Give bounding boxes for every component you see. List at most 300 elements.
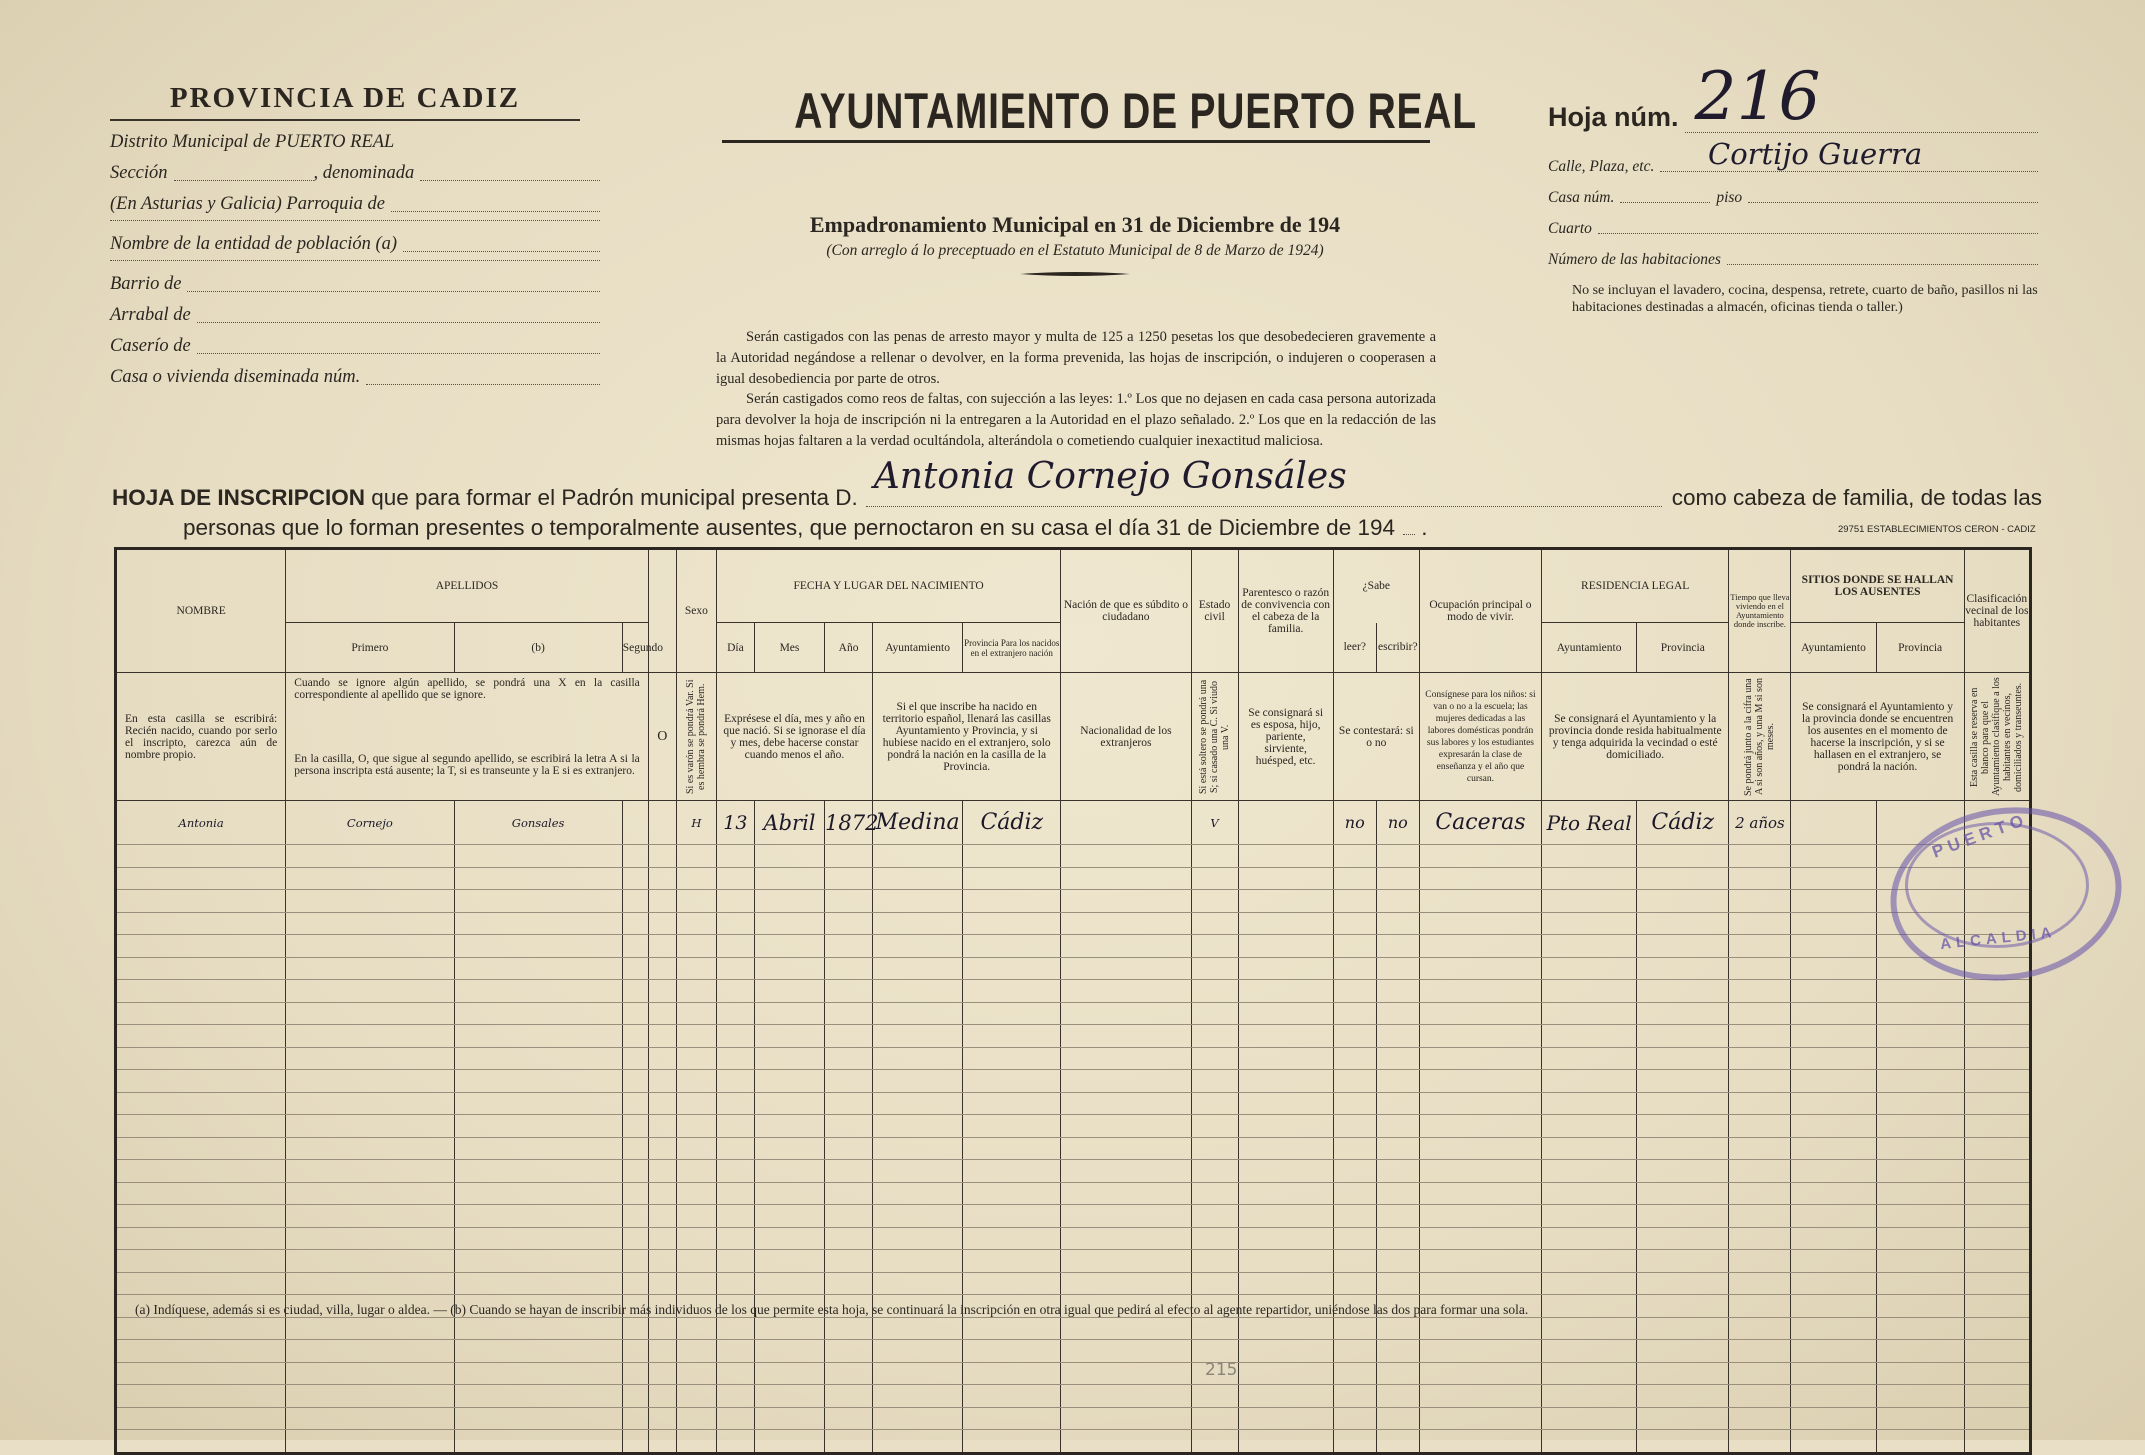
table-cell <box>1061 980 1191 1003</box>
table-cell <box>716 1047 754 1070</box>
table-cell <box>622 1115 648 1138</box>
table-row <box>116 1182 2031 1205</box>
table-cell <box>1238 980 1333 1003</box>
col-nombre: NOMBRE <box>116 549 286 673</box>
table-cell <box>116 957 286 980</box>
stamp-text-top: PUERTO <box>1929 809 2031 862</box>
table-cell <box>825 912 873 935</box>
table-cell <box>1542 980 1637 1003</box>
table-cell <box>825 1340 873 1363</box>
table-cell <box>1061 1340 1191 1363</box>
penalty-paragraph-1: Serán castigados con las penas de arresto mayor y multa de 125 a 1250 pesetas los que desobedecieren gravemente a la Autoridad negándose a rellenar o devolver, en la forma prevenida, las hojas de inscripción, o indujeren o cooperasen a igual desobediencia por parte de otros. <box>716 329 1436 387</box>
instr-parentesco: Se consignará si es esposa, hijo, pariente, sirviente, huésped, etc. <box>1238 673 1333 801</box>
table-cell <box>454 867 622 890</box>
table-cell <box>454 1227 622 1250</box>
table-cell <box>963 867 1061 890</box>
table-cell <box>1964 1047 2030 1070</box>
table-cell <box>1791 1385 1876 1408</box>
table-cell <box>1376 1362 1419 1385</box>
entidad-label: Nombre de la entidad de población (a) <box>110 234 398 254</box>
table-cell <box>454 1002 622 1025</box>
table-cell <box>1791 1340 1876 1363</box>
table-cell <box>716 1092 754 1115</box>
table-cell <box>825 845 873 868</box>
table-cell <box>873 1137 963 1160</box>
table-cell <box>963 1340 1061 1363</box>
table-cell <box>1419 1182 1541 1205</box>
table-cell <box>286 1362 454 1385</box>
table-cell <box>873 1430 963 1454</box>
table-cell <box>1238 1137 1333 1160</box>
table-cell <box>1876 1430 1964 1454</box>
table-cell <box>1061 957 1191 980</box>
instr-o-col: O <box>648 673 676 801</box>
table-cell <box>622 1070 648 1093</box>
table-cell <box>716 1317 754 1340</box>
table-cell <box>622 1362 648 1385</box>
table-cell <box>1637 1385 1729 1408</box>
table-cell <box>1191 1272 1238 1295</box>
table-cell <box>754 935 824 958</box>
col-provincia: Provincia Para los nacidos en el extranjero nación <box>963 623 1061 673</box>
table-cell <box>1061 1160 1191 1183</box>
table-cell <box>1419 867 1541 890</box>
table-cell <box>873 1227 963 1250</box>
table-cell <box>1061 1407 1191 1430</box>
table-cell <box>1333 1115 1376 1138</box>
table-cell <box>1333 1407 1376 1430</box>
table-cell <box>1729 957 1791 980</box>
table-cell <box>1376 1205 1419 1228</box>
table-cell <box>1729 1182 1791 1205</box>
arrabal-label: Arrabal de <box>110 305 191 325</box>
table-cell <box>716 1362 754 1385</box>
table-cell <box>648 1092 676 1115</box>
table-cell <box>963 1025 1061 1048</box>
col-clasificacion: Clasificación vecinal de los habitantes <box>1964 549 2030 673</box>
table-cell <box>873 1317 963 1340</box>
table-cell <box>1238 1092 1333 1115</box>
table-cell <box>1061 1205 1191 1228</box>
table-cell <box>825 1362 873 1385</box>
table-cell <box>1791 1002 1876 1025</box>
table-cell <box>1876 1115 1964 1138</box>
table-cell <box>1419 1002 1541 1025</box>
table-cell <box>754 912 824 935</box>
table-cell <box>286 1205 454 1228</box>
table-cell <box>1376 1250 1419 1273</box>
table-cell <box>454 1385 622 1408</box>
table-cell <box>116 1272 286 1295</box>
table-cell <box>963 1047 1061 1070</box>
table-cell <box>1191 1340 1238 1363</box>
table-cell <box>873 1115 963 1138</box>
table-cell <box>1333 1092 1376 1115</box>
table-cell <box>454 1047 622 1070</box>
table-cell <box>754 957 824 980</box>
table-cell <box>1637 912 1729 935</box>
table-cell <box>716 980 754 1003</box>
table-row <box>116 867 2031 890</box>
table-cell <box>1964 1362 2030 1385</box>
table-cell <box>1791 1025 1876 1048</box>
table-cell <box>1876 1272 1964 1295</box>
instr-apellidos: Cuando se ignore algún apellido, se pondrá una X en la casilla correspondiente al apellido que se ignore. <box>294 677 640 701</box>
table-row <box>116 1205 2031 1228</box>
col-ano: Año <box>825 623 873 673</box>
table-cell <box>1729 1137 1791 1160</box>
table-cell <box>1876 1340 1964 1363</box>
table-cell <box>648 912 676 935</box>
table-cell <box>286 912 454 935</box>
table-cell <box>1542 912 1637 935</box>
table-cell <box>116 1115 286 1138</box>
table-cell <box>1729 980 1791 1003</box>
table-cell <box>1964 1137 2030 1160</box>
table-cell <box>1376 1092 1419 1115</box>
row1-estado: V <box>1191 801 1238 845</box>
table-cell <box>825 957 873 980</box>
table-cell <box>1238 1407 1333 1430</box>
row1-ano: 1872 <box>825 801 873 845</box>
table-cell <box>1376 845 1419 868</box>
table-cell <box>716 1205 754 1228</box>
table-cell <box>963 1092 1061 1115</box>
table-cell <box>825 1160 873 1183</box>
table-cell <box>963 1205 1061 1228</box>
table-cell <box>1238 1025 1333 1048</box>
col-res-ayuntamiento: Ayuntamiento <box>1542 623 1637 673</box>
table-cell <box>754 1137 824 1160</box>
table-cell <box>1637 980 1729 1003</box>
table-row <box>116 912 2031 935</box>
table-cell <box>1791 1047 1876 1070</box>
table-cell <box>1876 1385 1964 1408</box>
table-cell <box>825 1092 873 1115</box>
table-cell <box>1061 1070 1191 1093</box>
row1-nombre: Antonia <box>116 801 286 845</box>
table-cell <box>1238 867 1333 890</box>
table-cell <box>963 1137 1061 1160</box>
table-cell <box>1238 1160 1333 1183</box>
table-cell <box>1637 1430 1729 1454</box>
table-cell <box>648 1002 676 1025</box>
table-cell <box>1419 935 1541 958</box>
table-cell <box>1238 1317 1333 1340</box>
table-cell <box>1791 1070 1876 1093</box>
col-escribir: escribir? <box>1376 623 1419 673</box>
table-cell <box>873 957 963 980</box>
col-parentesco: Parentesco o razón de convivencia con el cabeza de la familia. <box>1238 549 1333 673</box>
table-cell <box>1729 1430 1791 1454</box>
table-cell <box>676 1025 716 1048</box>
table-cell <box>286 935 454 958</box>
row1-tiempo: 2 años <box>1729 801 1791 845</box>
table-cell <box>648 1205 676 1228</box>
table-cell <box>1238 1340 1333 1363</box>
table-cell <box>1238 1430 1333 1454</box>
table-cell <box>286 1002 454 1025</box>
table-cell <box>963 912 1061 935</box>
table-cell <box>1376 1025 1419 1048</box>
table-cell <box>963 1385 1061 1408</box>
table-row <box>116 1272 2031 1295</box>
table-cell <box>716 1340 754 1363</box>
table-cell <box>286 1340 454 1363</box>
table-cell <box>754 890 824 913</box>
table-cell <box>963 935 1061 958</box>
table-cell <box>1729 845 1791 868</box>
table-cell <box>873 890 963 913</box>
habitaciones-label: Número de las habitaciones <box>1548 251 1721 268</box>
table-cell <box>1791 912 1876 935</box>
table-cell <box>286 1227 454 1250</box>
table-cell <box>1542 1272 1637 1295</box>
table-cell <box>648 1025 676 1048</box>
table-cell <box>676 1137 716 1160</box>
table-cell <box>1333 890 1376 913</box>
table-row <box>116 890 2031 913</box>
table-cell <box>1376 1430 1419 1454</box>
table-cell <box>1061 1025 1191 1048</box>
table-cell <box>648 1182 676 1205</box>
table-cell <box>1964 1070 2030 1093</box>
table-cell <box>622 1227 648 1250</box>
table-cell <box>676 935 716 958</box>
table-cell <box>873 1047 963 1070</box>
col-b: (b) <box>454 623 622 673</box>
table-row <box>116 957 2031 980</box>
table-cell <box>676 1227 716 1250</box>
table-cell <box>116 867 286 890</box>
row1-primero: Cornejo <box>286 801 454 845</box>
table-cell <box>648 890 676 913</box>
table-cell <box>1191 1250 1238 1273</box>
table-cell <box>1542 1002 1637 1025</box>
table-cell <box>1191 1115 1238 1138</box>
table-cell <box>1542 1047 1637 1070</box>
table-cell <box>716 1002 754 1025</box>
table-cell <box>754 1002 824 1025</box>
table-cell <box>716 1407 754 1430</box>
table-cell <box>1061 1430 1191 1454</box>
table-cell <box>676 1092 716 1115</box>
table-cell <box>1729 1047 1791 1070</box>
table-cell <box>1542 1115 1637 1138</box>
table-cell <box>825 1407 873 1430</box>
table-cell <box>1333 980 1376 1003</box>
table-cell <box>1729 1205 1791 1228</box>
table-cell <box>1791 957 1876 980</box>
ornament-divider <box>1020 270 1130 278</box>
table-cell <box>1376 1047 1419 1070</box>
table-cell <box>825 1272 873 1295</box>
table-cell <box>873 1025 963 1048</box>
table-cell <box>754 1250 824 1273</box>
table-cell <box>1419 1025 1541 1048</box>
instr-estado: Si está soltero se pondrá una S; si casado una C. Si viudo una V. <box>1198 679 1232 794</box>
table-cell <box>1791 867 1876 890</box>
instr-clasificacion: Esta casilla se reserva en blanco para que el Ayuntamiento clasifique a los habitantes en vecinos, domiciliados y transeuntes. <box>1969 677 2025 796</box>
table-cell <box>716 890 754 913</box>
table-cell <box>676 867 716 890</box>
table-cell <box>1729 1272 1791 1295</box>
table-cell <box>1191 1002 1238 1025</box>
table-cell <box>873 1002 963 1025</box>
table-cell <box>825 935 873 958</box>
table-cell <box>1238 1250 1333 1273</box>
table-cell <box>1729 1115 1791 1138</box>
table-cell <box>1637 1317 1729 1340</box>
table-cell <box>825 1317 873 1340</box>
table-cell <box>286 1250 454 1273</box>
table-cell <box>648 1317 676 1340</box>
table-cell <box>1791 1430 1876 1454</box>
instr-sabe: Se contestará: si o no <box>1333 673 1419 801</box>
table-cell <box>1729 1250 1791 1273</box>
table-cell <box>1876 1205 1964 1228</box>
table-cell <box>754 1362 824 1385</box>
table-cell <box>1061 1092 1191 1115</box>
table-cell <box>825 1205 873 1228</box>
table-cell <box>1419 912 1541 935</box>
instr-nacion: Nacionalidad de los extranjeros <box>1061 673 1191 801</box>
table-row <box>116 1250 2031 1273</box>
table-cell <box>1637 1250 1729 1273</box>
table-cell <box>116 1137 286 1160</box>
table-cell <box>454 912 622 935</box>
table-cell <box>1061 890 1191 913</box>
table-cell <box>1333 1205 1376 1228</box>
table-cell <box>622 1092 648 1115</box>
table-cell <box>754 1317 824 1340</box>
table-cell <box>1637 845 1729 868</box>
table-cell <box>676 980 716 1003</box>
table-cell <box>1964 1182 2030 1205</box>
table-cell <box>1191 1070 1238 1093</box>
table-cell <box>1333 1340 1376 1363</box>
pencil-annotation: 215 <box>1205 1360 1238 1380</box>
table-row <box>116 1115 2031 1138</box>
table-cell <box>286 845 454 868</box>
table-cell <box>825 1227 873 1250</box>
table-cell <box>1637 1047 1729 1070</box>
table-cell <box>1542 1182 1637 1205</box>
table-cell <box>754 1205 824 1228</box>
province-heading: PROVINCIA DE CADIZ <box>110 82 580 121</box>
table-cell <box>1791 1160 1876 1183</box>
table-cell <box>1419 890 1541 913</box>
table-cell <box>1333 1362 1376 1385</box>
table-cell <box>963 1250 1061 1273</box>
ayuntamiento-title: AYUNTAMIENTO DE PUERTO REAL <box>794 83 1477 139</box>
title-rule <box>722 140 1430 143</box>
table-cell <box>116 1385 286 1408</box>
table-cell <box>1333 1137 1376 1160</box>
table-cell <box>676 890 716 913</box>
table-row <box>116 1092 2031 1115</box>
table-cell <box>1333 1025 1376 1048</box>
col-estado-civil: Estado civil <box>1191 549 1238 673</box>
row1-res-ayuntamiento: Pto Real <box>1542 801 1637 845</box>
row1-ayuntamiento: Medina <box>873 801 963 845</box>
table-cell <box>676 1430 716 1454</box>
table-cell <box>1637 1340 1729 1363</box>
table-cell <box>1542 1160 1637 1183</box>
table-cell <box>454 1092 622 1115</box>
inscripcion-text-1: que para formar el Padrón municipal presenta D. <box>371 485 858 510</box>
table-cell <box>1061 845 1191 868</box>
col-dia: Día <box>716 623 754 673</box>
table-cell <box>1791 1250 1876 1273</box>
table-cell <box>1376 912 1419 935</box>
table-cell <box>716 1182 754 1205</box>
table-cell <box>1637 1182 1729 1205</box>
table-cell <box>873 935 963 958</box>
barrio-label: Barrio de <box>110 274 182 294</box>
table-cell <box>1876 1092 1964 1115</box>
estatuto-note: (Con arreglo á lo preceptuado en el Estatuto Municipal de 8 de Marzo de 1924) <box>826 242 1324 259</box>
table-cell <box>1964 1430 2030 1454</box>
col-primero: Primero <box>286 623 454 673</box>
table-cell <box>116 1317 286 1340</box>
table-cell <box>286 1407 454 1430</box>
table-cell <box>676 1317 716 1340</box>
table-cell <box>1333 1002 1376 1025</box>
col-segundo: Segundo <box>622 623 648 673</box>
table-cell <box>1964 1092 2030 1115</box>
table-cell <box>454 845 622 868</box>
table-cell <box>1333 845 1376 868</box>
table-cell <box>1419 1340 1541 1363</box>
table-cell <box>676 1407 716 1430</box>
table-cell <box>754 1025 824 1048</box>
table-cell <box>1637 1362 1729 1385</box>
table-cell <box>1637 1092 1729 1115</box>
table-cell <box>1637 1407 1729 1430</box>
table-row <box>116 1025 2031 1048</box>
table-cell <box>1376 957 1419 980</box>
table-cell <box>116 1070 286 1093</box>
empadronamiento-heading: Empadronamiento Municipal en 31 de Diciembre de 194 <box>809 212 1341 237</box>
table-cell <box>1061 1047 1191 1070</box>
row1-dia: 13 <box>716 801 754 845</box>
table-cell <box>648 935 676 958</box>
table-cell <box>1238 1385 1333 1408</box>
casa-diseminada-label: Casa o vivienda diseminada núm. <box>110 367 361 387</box>
table-cell <box>648 1362 676 1385</box>
table-cell <box>676 1160 716 1183</box>
table-cell <box>1729 1025 1791 1048</box>
table-cell <box>1419 845 1541 868</box>
instr-o: En la casilla, O, que sigue al segundo apellido, se escribirá la letra A si la persona inscripta está ausente; la T, si es transeunte y la E si es extranjero. <box>294 753 640 777</box>
table-cell <box>622 957 648 980</box>
table-cell <box>648 867 676 890</box>
table-cell <box>1191 1430 1238 1454</box>
table-cell <box>825 890 873 913</box>
denominada-label: , denominada <box>313 163 415 183</box>
table-cell <box>716 845 754 868</box>
table-cell <box>676 1182 716 1205</box>
table-cell <box>648 1160 676 1183</box>
table-cell <box>1637 1070 1729 1093</box>
table-cell <box>754 1182 824 1205</box>
table-cell <box>1191 1182 1238 1205</box>
instr-residencia: Se consignará el Ayuntamiento y la provincia donde resida habitualmente y tenga adquirida la vecindad o esté domiciliado. <box>1542 673 1729 801</box>
col-nacion: Nación de que es súbdito o ciudadano <box>1061 549 1191 673</box>
table-cell <box>754 1160 824 1183</box>
table-cell <box>1333 935 1376 958</box>
